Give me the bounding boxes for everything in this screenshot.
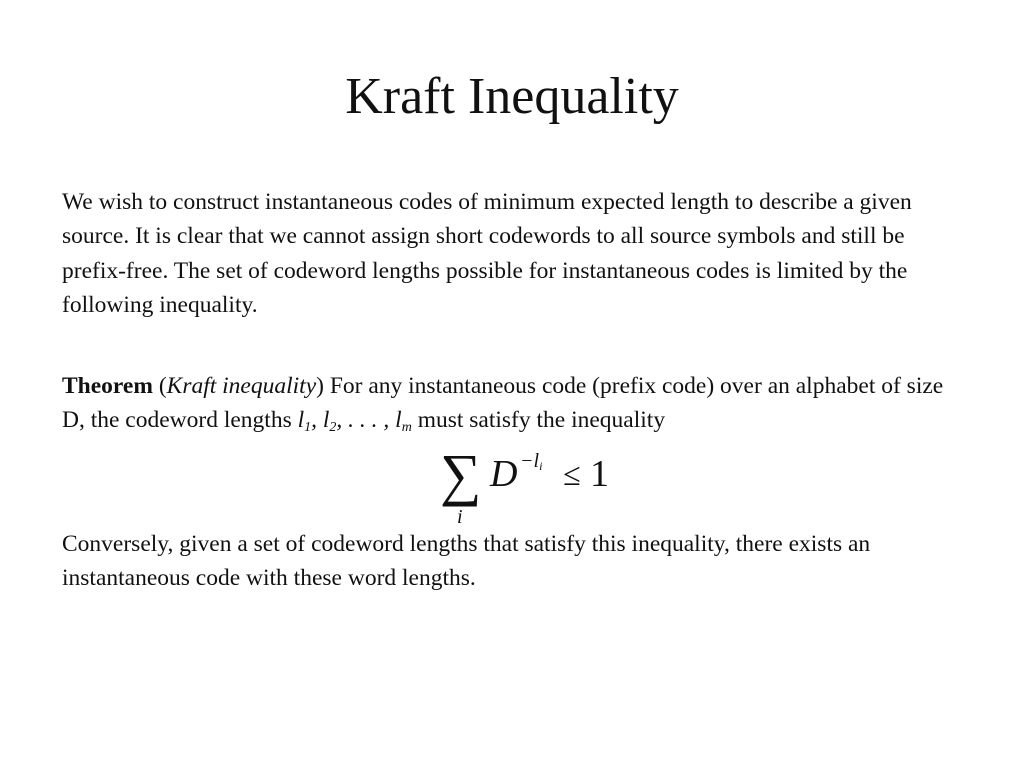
- length-var-1: $l_1$: [297, 407, 312, 436]
- slide-title: Kraft Inequality: [345, 68, 679, 125]
- intro-paragraph: We wish to construct instantaneous codes of minimum expected length to describe a given source. It is clear that we cannot assign short codewords to all source symbols and still be prefix-free. The set of codeword lengths possible for instantaneous codes is limited by the following inequality.: [62, 189, 912, 318]
- length-var-m: $l_m$: [395, 407, 412, 436]
- theorem-name: Kraft inequality: [166, 373, 317, 399]
- kraft-formula: [430, 442, 630, 536]
- formula-exponent: $-l_i$: [520, 450, 543, 473]
- formula-relation: ≤: [563, 456, 581, 492]
- summation-symbol: ∑: [440, 442, 482, 507]
- theorem-label: Theorem: [62, 373, 153, 399]
- length-var-2: $l_2$: [322, 407, 337, 436]
- converse-paragraph: Conversely, given a set of codeword lengths that satisfy this inequality, there exists an instantaneous code with these word lengths.: [62, 531, 871, 592]
- ellipsis: , . . . ,: [336, 407, 396, 434]
- separator-1: ,: [311, 407, 323, 434]
- theorem-paren-close: ): [316, 373, 324, 399]
- formula-base: D: [490, 453, 518, 495]
- summation-index: i: [457, 506, 463, 528]
- theorem-text-end: must satisfy the inequality: [411, 407, 666, 434]
- formula-rhs: 1: [590, 453, 609, 495]
- theorem-paren-open: (: [152, 373, 167, 399]
- theorem-text: For any instantaneous code (prefix code) over an alphabet of size D, the codeword lengths: [62, 373, 944, 434]
- theorem-paragraph: [62, 369, 962, 438]
